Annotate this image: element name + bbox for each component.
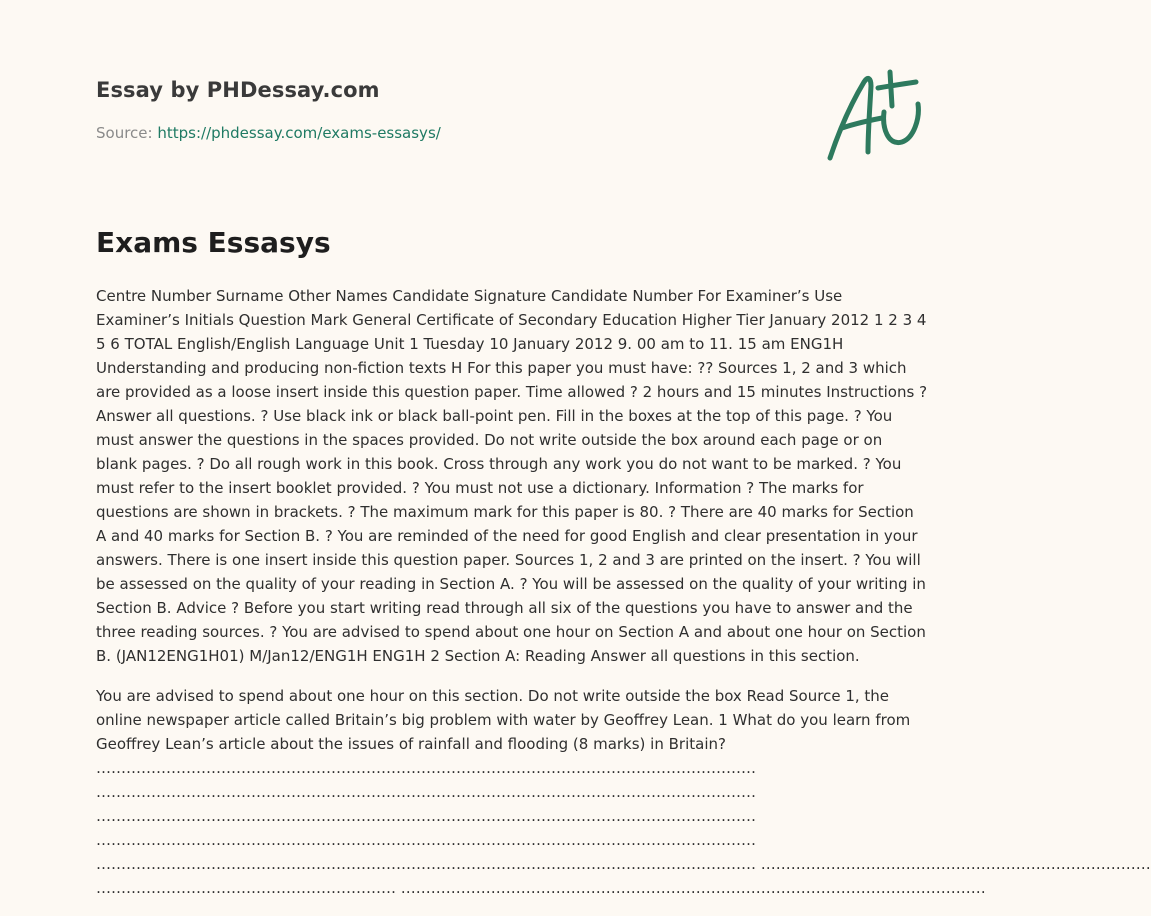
essay-title: Exams Essasys — [96, 226, 331, 259]
answer-line-3: …………………………………………………………………………………………………………………… — [96, 807, 756, 825]
essay-paragraph-1: Centre Number Surname Other Names Candidate Signature Candidate Number For Examiner’s Use Examiner’s Initials Question Mark General Certificate of Secondary Education Higher Tier January 2012 1 2 3 4 5 6 TOTAL English/English Language Unit 1 Tuesday 10 January 2012 9. 00 am to 11. 15 am ENG1H Understanding and producing non-fiction texts H For this paper you must have: ?? Sources 1, 2 and 3 which are provided as a loose insert inside this question paper. Time allowed ? 2 hours and 15 minutes Instructions ? Answer all questions. ? Use black ink or black ball-point pen. Fill in the boxes at the top of this page. ? You must answer the questions in the spaces provided. Do not write outside the box around each page or on blank pages. ? Do all rough work in this book. Cross through any work you do not want to be marked. ? You must refer to the insert booklet provided. ? You must not use a dictionary. Information ? The marks for questions are shown in brackets. ? The maximum mark for this paper is 80. ? There are 40 marks for Section A and 40 marks for Section B. ? You are reminded of the need for good English and clear presentation in your answers. There is one insert inside this question paper. Sources 1, 2 and 3 are printed on the insert. ? You will be assessed on the quality of your reading in Section A. ? You will be assessed on the quality of your writing in Section B. Advice ? Before you start writing read through all six of the questions you have to answer and the three reading sources. ? You are advised to spend about one hour on Section A and about one hour on Section B. (JAN12ENG1H01) M/Jan12/ENG1H ENG1H 2 Section A: Reading Answer all questions in this section. — [96, 287, 928, 665]
essay-body — [96, 284, 1151, 900]
answer-line-1: …………………………………………………………………………………………………………………… — [96, 759, 756, 777]
a-plus-logo-icon — [824, 66, 928, 166]
answer-line-5: …………………………………………………………………………………………………………………… …………………………………………………………………… — [96, 855, 1151, 873]
answer-line-2: …………………………………………………………………………………………………………………… — [96, 783, 756, 801]
page — [96, 0, 1151, 897]
source-line — [96, 124, 441, 142]
site-title: Essay by PHDessay.com — [96, 78, 380, 102]
site-header — [96, 0, 928, 200]
essay-paragraph-2: You are advised to spend about one hour on this section. Do not write outside the box Read Source 1, the online newspaper article called Britain’s big problem with water by Geoffrey Lean. 1 What do you learn from Geoffrey Lean’s article about the issues of rainfall and flooding (8 marks) in Britain? — [96, 687, 911, 753]
source-link[interactable]: https://phdessay.com/exams-essasys/ — [157, 124, 441, 142]
answer-line-6: …………………………………………………… ……………………………………………………………………………………………………… — [96, 879, 986, 897]
source-label: Source: — [96, 124, 153, 142]
answer-line-4: …………………………………………………………………………………………………………………… — [96, 831, 756, 849]
